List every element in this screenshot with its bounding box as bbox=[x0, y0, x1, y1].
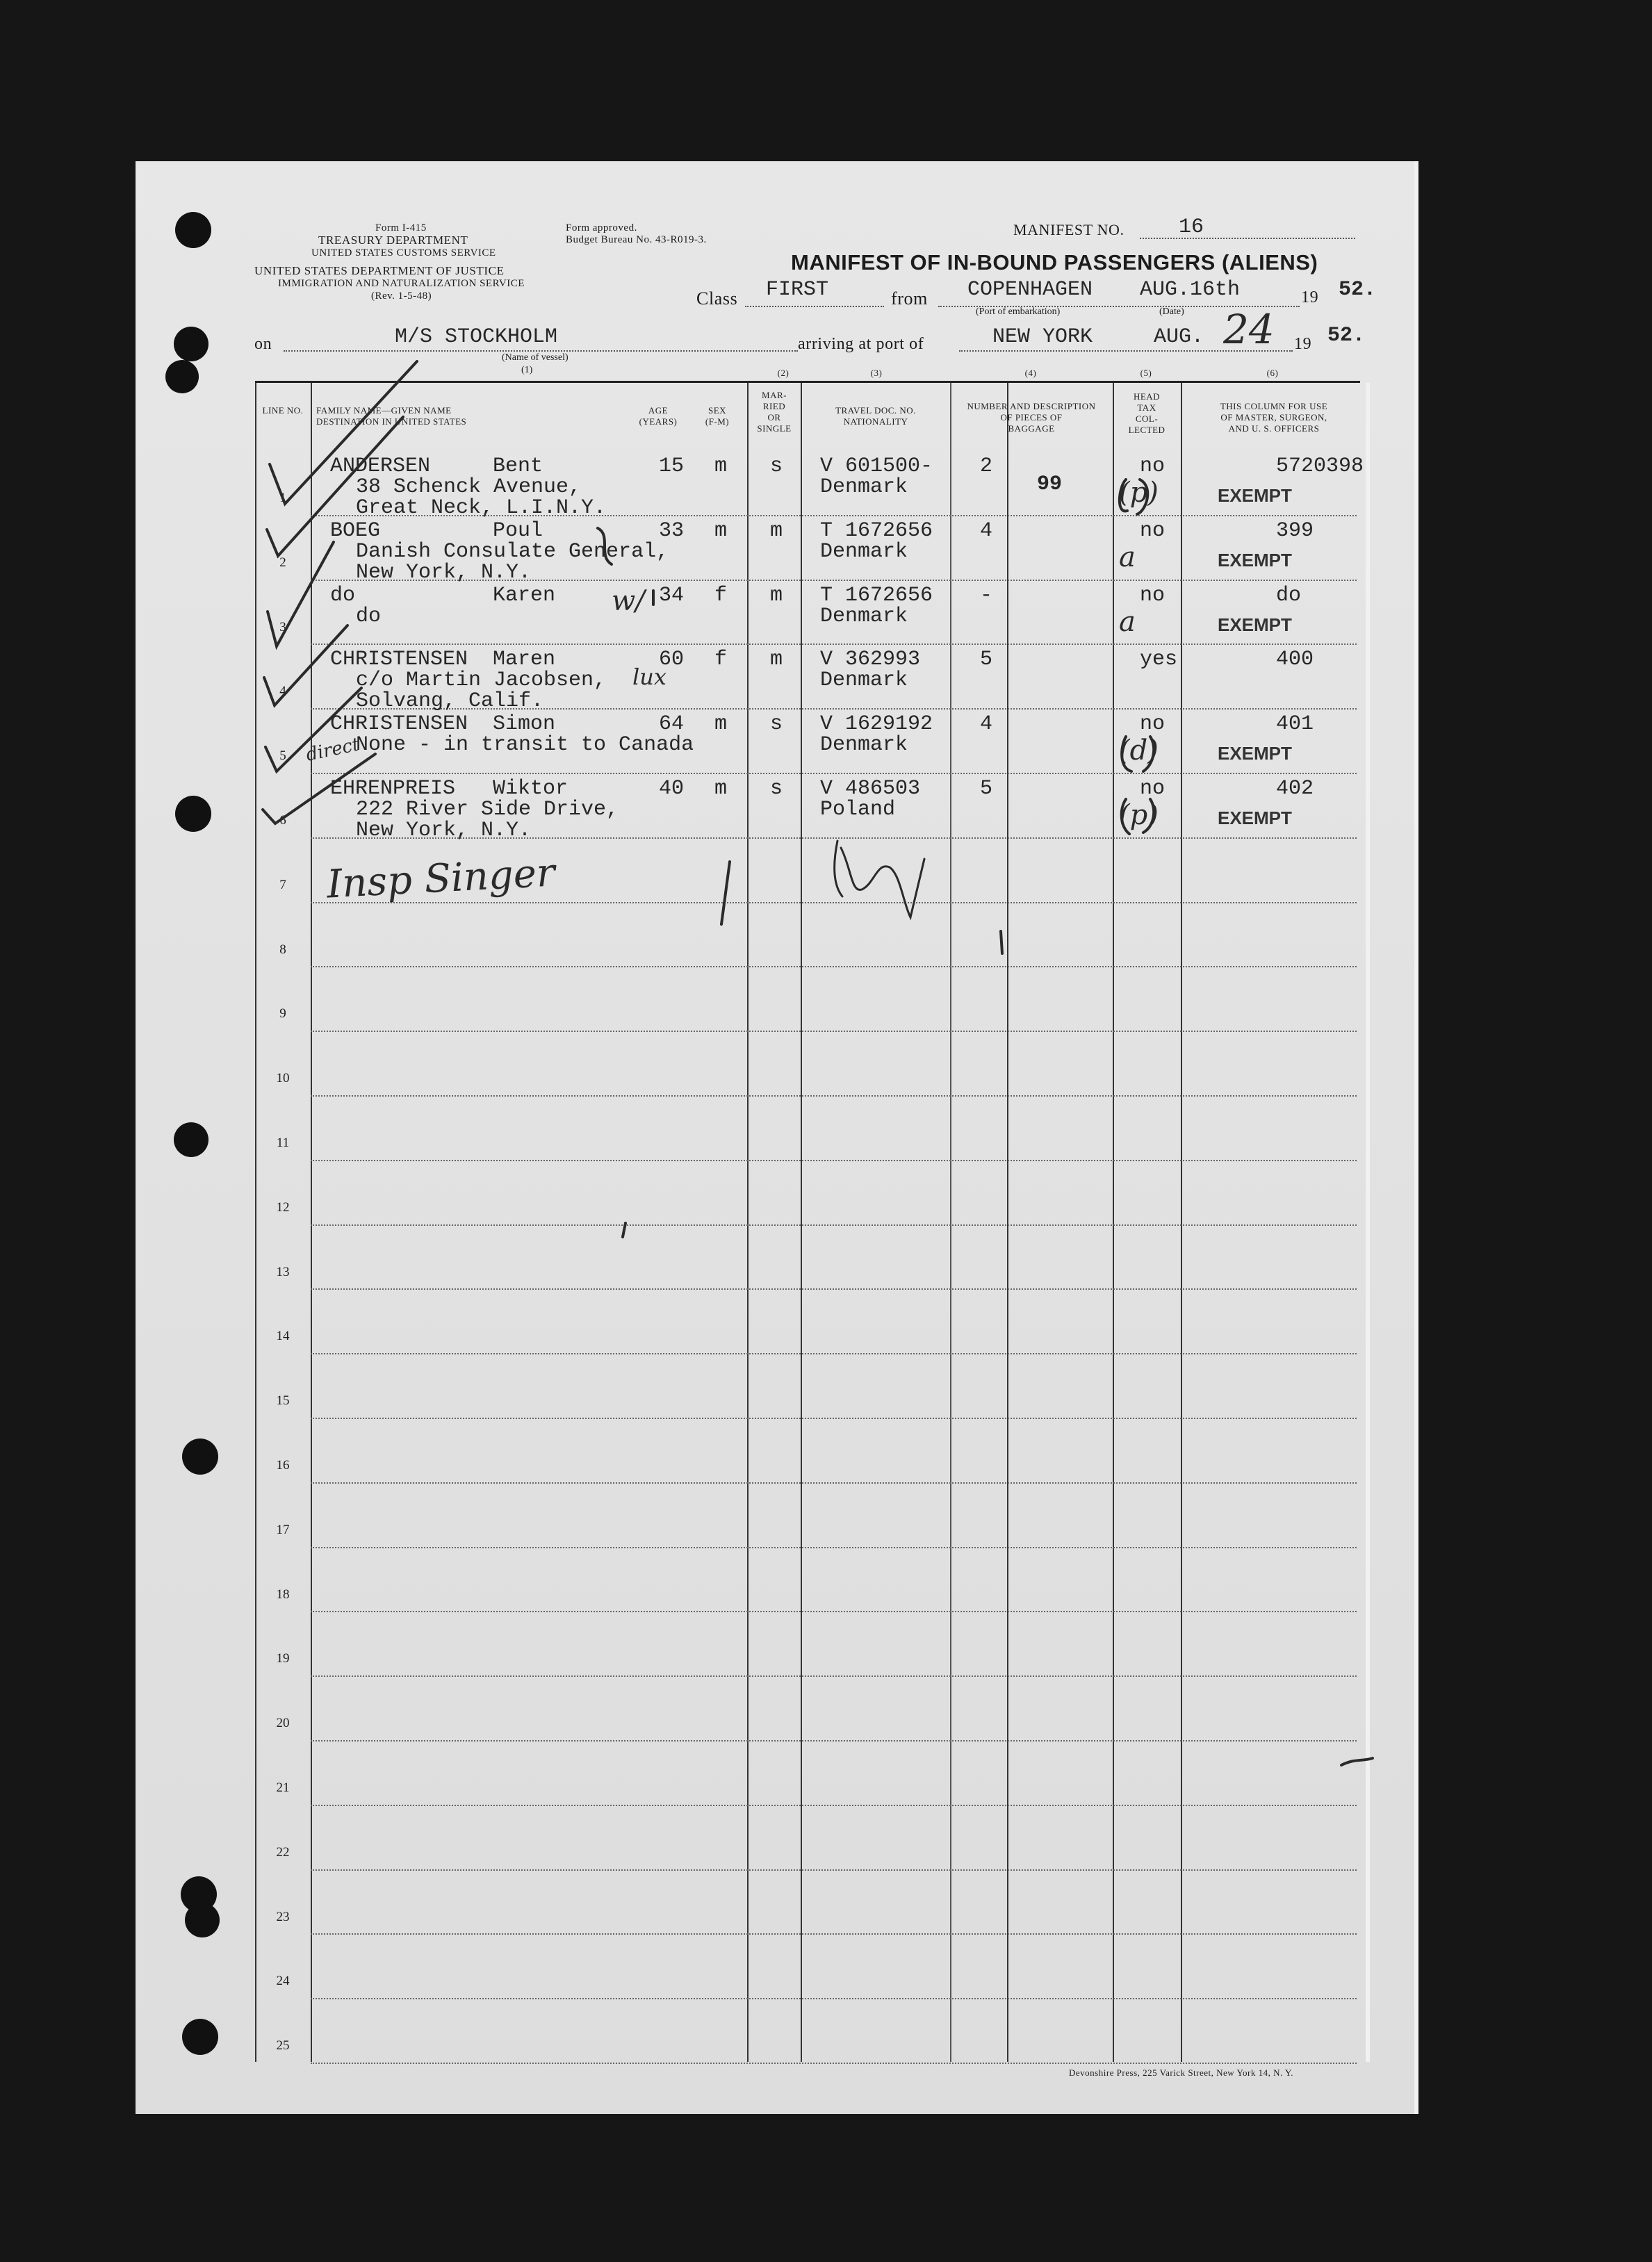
passenger-name: do Karen bbox=[330, 583, 556, 607]
head-tax-handwritten: (p) bbox=[1119, 799, 1159, 831]
head-tax-handwritten: (d) bbox=[1119, 735, 1159, 767]
officer-number: 402 bbox=[1276, 777, 1314, 801]
line-number: 8 bbox=[279, 942, 286, 957]
nationality: Poland bbox=[820, 798, 896, 821]
line-number: 13 bbox=[276, 1264, 290, 1279]
head-tax: no bbox=[1140, 777, 1166, 801]
header-name: FAMILY NAME—GIVEN NAME DESTINATION IN UNITED STATES bbox=[316, 405, 467, 427]
on-label: on bbox=[254, 335, 272, 353]
manifest-no-value: 16 bbox=[1179, 215, 1204, 239]
class-label: Class bbox=[696, 288, 738, 309]
direct-note: direct bbox=[304, 734, 362, 766]
nationality: Denmark bbox=[820, 733, 908, 757]
nationality: Denmark bbox=[820, 539, 908, 564]
date-caption: (Date) bbox=[1159, 306, 1184, 317]
baggage-note: 99 bbox=[1037, 473, 1063, 496]
from-label: from bbox=[891, 288, 928, 309]
budget-bureau: Budget Bureau No. 43-R019-3. bbox=[566, 234, 707, 245]
passenger-age: 60 bbox=[659, 648, 685, 672]
header-line-no: LINE NO. bbox=[262, 405, 304, 416]
embarkation-date: AUG.16th bbox=[1140, 278, 1241, 302]
embarkation-port: COPENHAGEN bbox=[967, 278, 1093, 302]
officer-number: 5720398 bbox=[1276, 454, 1364, 478]
line-number: 7 bbox=[279, 877, 286, 892]
marital-status: s bbox=[770, 712, 783, 737]
line-number: 1 bbox=[279, 491, 286, 505]
passenger-name: EHRENPREIS Wiktor bbox=[330, 777, 569, 801]
manifest-no-label: MANIFEST NO. bbox=[1013, 221, 1124, 238]
header-age: AGE (YEARS) bbox=[639, 405, 678, 427]
header-baggage-num: (4) bbox=[1024, 368, 1037, 378]
doj-label: UNITED STATES DEPARTMENT OF JUSTICE bbox=[254, 264, 505, 277]
passenger-age: 40 bbox=[659, 777, 685, 801]
passenger-sex: m bbox=[714, 518, 728, 543]
exempt-stamp: EXEMPT bbox=[1218, 808, 1292, 828]
header-headtax-num: (5) bbox=[1140, 368, 1152, 378]
destination-line-2: New York, N.Y. bbox=[356, 560, 532, 584]
baggage-count: 2 bbox=[980, 454, 993, 478]
header-baggage: NUMBER AND DESCRIPTION OF PIECES OF BAGGAGE bbox=[967, 401, 1096, 434]
marital-status: m bbox=[770, 648, 783, 672]
exempt-stamp: EXEMPT bbox=[1218, 743, 1292, 764]
head-tax: no bbox=[1140, 454, 1166, 478]
header-married: MAR- RIED OR SINGLE bbox=[757, 390, 792, 434]
marital-status: m bbox=[770, 518, 783, 543]
line-number: 22 bbox=[276, 1844, 290, 1860]
line-number: 6 bbox=[279, 813, 286, 828]
line-number: 11 bbox=[276, 1136, 290, 1150]
passenger-sex: f bbox=[714, 648, 728, 672]
travel-doc-number: T 1672656 bbox=[820, 583, 933, 607]
initial-lux: lux bbox=[632, 664, 666, 690]
line-number: 2 bbox=[279, 555, 286, 570]
exempt-stamp: EXEMPT bbox=[1218, 549, 1292, 571]
header-travel-num: (3) bbox=[870, 368, 883, 378]
passenger-sex: f bbox=[714, 583, 728, 607]
baggage-count: 4 bbox=[980, 518, 993, 543]
passenger-age: 64 bbox=[659, 712, 685, 737]
baggage-count: 5 bbox=[980, 777, 993, 801]
initial-w: w/ bbox=[612, 585, 645, 617]
line-number: 19 bbox=[276, 1651, 290, 1666]
vessel-name: M/S STOCKHOLM bbox=[395, 325, 558, 349]
destination-line-2: Solvang, Calif. bbox=[356, 689, 544, 714]
nationality: Denmark bbox=[820, 604, 908, 628]
vessel-caption-num: (1) bbox=[521, 365, 533, 375]
passenger-name: CHRISTENSEN Simon bbox=[330, 712, 556, 737]
head-tax: yes bbox=[1140, 648, 1178, 672]
header-officers-num: (6) bbox=[1266, 368, 1279, 378]
baggage-count: - bbox=[980, 583, 993, 607]
header-sex: SEX (F-M) bbox=[705, 405, 730, 427]
officer-number: 401 bbox=[1276, 712, 1314, 737]
arrival-year: 52. bbox=[1327, 324, 1366, 347]
exempt-stamp: EXEMPT bbox=[1218, 614, 1292, 635]
line-number: 12 bbox=[276, 1199, 290, 1215]
destination-line-1: do bbox=[356, 604, 382, 628]
nationality: Denmark bbox=[820, 669, 908, 693]
head-tax-handwritten: (p) bbox=[1119, 477, 1159, 509]
inspector-signature: Insp Singer bbox=[325, 850, 557, 908]
exempt-stamp: EXEMPT bbox=[1218, 485, 1292, 506]
travel-doc-number: V 486503 bbox=[820, 777, 921, 801]
port-embarkation-caption: (Port of embarkation) bbox=[976, 306, 1061, 317]
form-revision: (Rev. 1-5-48) bbox=[371, 290, 432, 302]
officer-number: do bbox=[1276, 583, 1302, 607]
line-number: 17 bbox=[276, 1522, 290, 1537]
ins-label: IMMIGRATION AND NATURALIZATION SERVICE bbox=[278, 278, 525, 289]
year-value: 52. bbox=[1339, 278, 1377, 302]
destination-line-2: New York, N.Y. bbox=[356, 819, 532, 842]
arrival-year-prefix: 19 bbox=[1294, 335, 1312, 353]
destination-line-1: None - in transit to Canada bbox=[356, 733, 694, 757]
passenger-name: CHRISTENSEN Maren bbox=[330, 648, 556, 672]
line-number: 14 bbox=[276, 1329, 290, 1344]
treasury-dept: TREASURY DEPARTMENT bbox=[318, 233, 468, 247]
destination-line-1: Danish Consulate General, bbox=[356, 539, 669, 564]
line-number: 21 bbox=[276, 1780, 290, 1795]
travel-doc-number: V 1629192 bbox=[820, 712, 933, 737]
printer-footer: Devonshire Press, 225 Varick Street, New York 14, N. Y. bbox=[1069, 2067, 1293, 2078]
line-number: 9 bbox=[279, 1006, 286, 1022]
line-number: 10 bbox=[276, 1071, 290, 1086]
head-tax-handwritten: a bbox=[1119, 605, 1136, 638]
header-travel: TRAVEL DOC. NO. NATIONALITY bbox=[835, 405, 916, 427]
travel-doc-number: T 1672656 bbox=[820, 518, 933, 543]
passenger-sex: m bbox=[714, 712, 728, 737]
class-value: FIRST bbox=[766, 278, 829, 302]
passenger-name: ANDERSEN Bent bbox=[330, 454, 543, 478]
passenger-age: 34 bbox=[659, 583, 685, 607]
marital-status: s bbox=[770, 777, 783, 801]
baggage-count: 5 bbox=[980, 648, 993, 672]
arrival-port: NEW YORK bbox=[992, 325, 1093, 349]
vessel-caption: (Name of vessel) bbox=[502, 352, 569, 363]
header-officers: THIS COLUMN FOR USE OF MASTER, SURGEON, AND U. S. OFFICERS bbox=[1220, 401, 1328, 434]
passenger-sex: m bbox=[714, 454, 728, 478]
marital-status: s bbox=[770, 454, 783, 478]
head-tax-handwritten: a bbox=[1119, 541, 1136, 573]
year-prefix: 19 bbox=[1301, 288, 1319, 306]
line-number: 16 bbox=[276, 1458, 290, 1473]
passenger-age: 33 bbox=[659, 518, 685, 543]
line-number: 25 bbox=[276, 2038, 290, 2054]
destination-line-1: 38 Schenck Avenue, bbox=[356, 475, 582, 499]
baggage-count: 4 bbox=[980, 712, 993, 737]
arriving-label: arriving at port of bbox=[798, 335, 924, 353]
nationality: Denmark bbox=[820, 475, 908, 499]
passenger-age: 15 bbox=[659, 454, 685, 478]
head-tax: no bbox=[1140, 518, 1166, 543]
form-number: Form I-415 bbox=[375, 222, 427, 233]
marital-status: m bbox=[770, 583, 783, 607]
line-number: 5 bbox=[279, 748, 286, 764]
officer-number: 400 bbox=[1276, 648, 1314, 672]
line-number: 4 bbox=[279, 684, 286, 699]
passenger-name: BOEG Poul bbox=[330, 518, 543, 543]
destination-line-1: 222 River Side Drive, bbox=[356, 798, 619, 821]
head-tax: no bbox=[1140, 583, 1166, 607]
travel-doc-number: V 362993 bbox=[820, 648, 921, 672]
passenger-sex: m bbox=[714, 777, 728, 801]
arrival-date: AUG. bbox=[1154, 325, 1204, 349]
travel-doc-number: V 601500- bbox=[820, 454, 933, 478]
form-approved: Form approved. bbox=[566, 222, 637, 233]
line-number: 3 bbox=[279, 619, 286, 634]
arrival-day-handwritten: 24 bbox=[1223, 306, 1275, 353]
line-number: 20 bbox=[276, 1716, 290, 1731]
head-tax: no bbox=[1140, 712, 1166, 737]
officer-number: 399 bbox=[1276, 518, 1314, 543]
line-number: 24 bbox=[276, 1974, 290, 1989]
destination-line-2: Great Neck, L.I.N.Y. bbox=[356, 496, 607, 520]
line-number: 15 bbox=[276, 1393, 290, 1409]
header-headtax: HEAD TAX COL- LECTED bbox=[1128, 391, 1166, 435]
manifest-title: MANIFEST OF IN-BOUND PASSENGERS (ALIENS) bbox=[791, 250, 1318, 274]
destination-line-1: c/o Martin Jacobsen, bbox=[356, 669, 607, 693]
line-number: 18 bbox=[276, 1587, 290, 1602]
line-number: 23 bbox=[276, 1909, 290, 1924]
header-married-num: (2) bbox=[777, 368, 790, 378]
customs-service: UNITED STATES CUSTOMS SERVICE bbox=[311, 247, 496, 259]
